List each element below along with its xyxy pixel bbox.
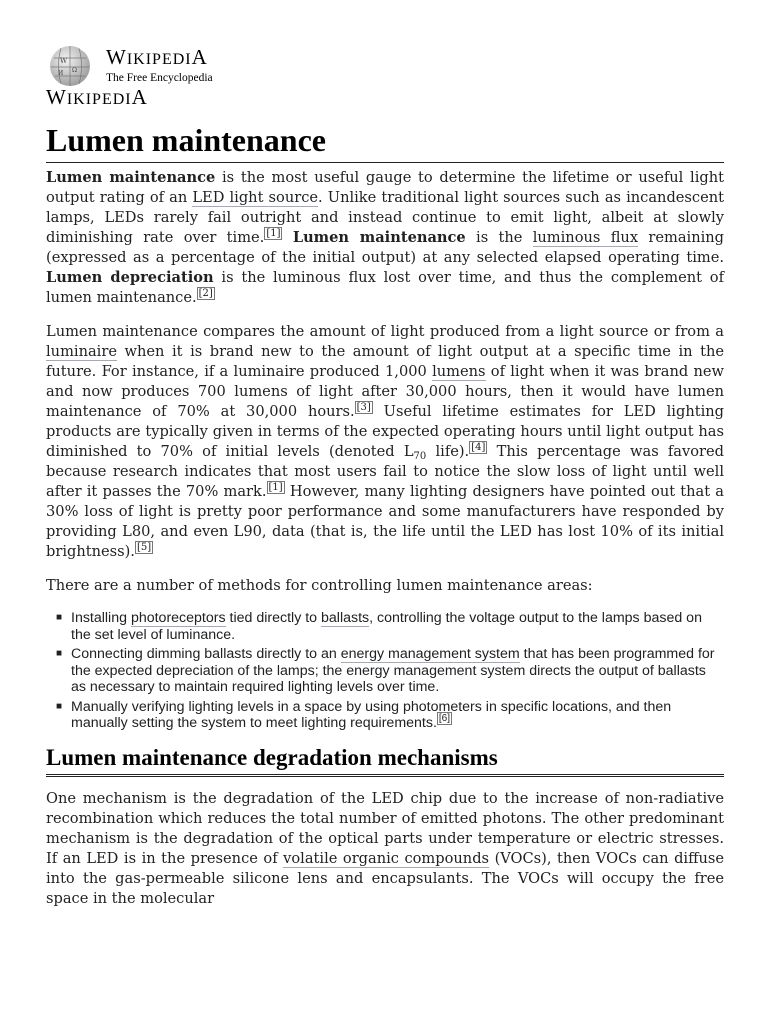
link-volatile-organic-compounds[interactable]: volatile organic compounds bbox=[283, 849, 490, 867]
svg-text:Ω: Ω bbox=[72, 67, 77, 74]
svg-text:И: И bbox=[58, 70, 64, 77]
citation-3[interactable]: [3] bbox=[356, 402, 371, 413]
paragraph-intro: Lumen maintenance is the most useful gauge to determine the lifetime or useful light output rating of an LED light source. Unlike traditional light sources such as incandescent lamps, LEDs rarely fail outright and instead continue to emit light, albeit at slowly diminishing rate over time. [1] Lumen maintenance is the luminous flux remaining (expressed as a percentage of the initial output) at any selected elapsed operating time. Lumen depreciation is the luminous flux lost over time, and thus the complement of lumen maintenance. [2] bbox=[46, 169, 725, 306]
page-title: Lumen maintenance bbox=[46, 118, 724, 163]
section-heading-degradation: Lumen maintenance degradation mechanisms bbox=[46, 744, 724, 777]
link-led-light-source[interactable]: LED light source bbox=[192, 189, 319, 206]
bullet-icon: ■ bbox=[56, 612, 63, 623]
link-luminous-flux[interactable]: luminous flux bbox=[532, 229, 639, 246]
link-luminaire[interactable]: luminaire bbox=[46, 343, 117, 360]
list-item: ■ Manually verifying lighting levels in a space by using photometers in specific locations, and then manually setting the system to meet lighting requirements. [6] bbox=[56, 698, 672, 731]
citation-4[interactable]: [4] bbox=[471, 442, 486, 453]
svg-text:W: W bbox=[60, 57, 68, 65]
site-header bbox=[46, 43, 346, 113]
list-item: ■ Installing photoreceptors tied directly to ballasts, controlling the voltage output to the lamps based on the set level of luminance. bbox=[56, 610, 702, 643]
citation-1[interactable]: [1] bbox=[266, 228, 281, 239]
citation-6[interactable]: [6] bbox=[438, 713, 451, 724]
link-energy-management-system[interactable]: energy management system bbox=[340, 646, 520, 662]
link-ballasts[interactable]: ballasts bbox=[321, 610, 370, 626]
wordmark-title: WIKIPEDIA bbox=[106, 45, 208, 69]
bullet-icon: ■ bbox=[56, 648, 63, 659]
list-item: ■ Connecting dimming ballasts directly to an energy management system that has been programmed for the expected depreciation of the lamps; the energy management system directs the output of ballasts as necessary to maintain required lighting levels over time. bbox=[56, 646, 715, 695]
paragraph-mechanisms: One mechanism is the degradation of the LED chip due to the increase of non-radiative recombination which reduces the total number of emitted photons. The other predominant mechanism is the degradation of the optical parts under temperature or electric stresses. If an LED is in the presence of volatile organic compounds (VOCs), then VOCs can diffuse into the gas-permeable silicone lens and encapsulants. The VOCs will occupy the free space in the molecular bbox=[46, 789, 724, 907]
methods-list bbox=[46, 610, 724, 732]
wordmark-tagline: The Free Encyclopedia bbox=[106, 72, 213, 84]
wordmark-secondary[interactable]: WIKIPEDIA bbox=[46, 85, 148, 109]
citation-1[interactable]: [1] bbox=[268, 482, 283, 493]
wordmark[interactable] bbox=[106, 46, 213, 85]
paragraph-comparison: Lumen maintenance compares the amount of light produced from a light source or from a luminaire when it is brand new to the amount of light output at a specific time in the future. For instance, if a luminaire produced 1,000 lumens of light when it was brand new and now produces 700 lumens of light after 30,000 hours, then it would have lumen maintenance of 70% at 30,000 hours. [3] Useful lifetime estimates for LED lighting products are typically given in terms of the expected operating hours until light output has diminished to 70% of initial levels (denoted $L_{70}$ life). [4] This percentage was favored because research indicates that most users fail to notice the slow loss of light until well after it passes the 70% mark. [1] However, many lighting designers have pointed out that a 30% loss of light is pretty poor performance and some manufacturers have responded by providing L80, and even L90, data (that is, the life until the LED has lost 10% of its initial brightness). [5] bbox=[46, 323, 724, 560]
subscript-70: 70 bbox=[413, 451, 427, 462]
citation-2[interactable]: [2] bbox=[198, 288, 213, 299]
citation-5[interactable]: [5] bbox=[136, 542, 152, 553]
paragraph-methods-intro: There are a number of methods for controlling lumen maintenance areas: bbox=[46, 577, 593, 594]
wikipedia-globe-icon[interactable] bbox=[46, 43, 100, 87]
article-content bbox=[46, 168, 724, 909]
bold-term: Lumen maintenance bbox=[46, 169, 216, 186]
bold-term: Lumen depreciation bbox=[46, 269, 214, 286]
link-photoreceptors[interactable]: photoreceptors bbox=[130, 610, 226, 626]
bullet-icon: ■ bbox=[56, 700, 63, 712]
link-lumens[interactable]: lumens bbox=[432, 363, 486, 380]
bold-term: Lumen maintenance bbox=[292, 229, 466, 246]
